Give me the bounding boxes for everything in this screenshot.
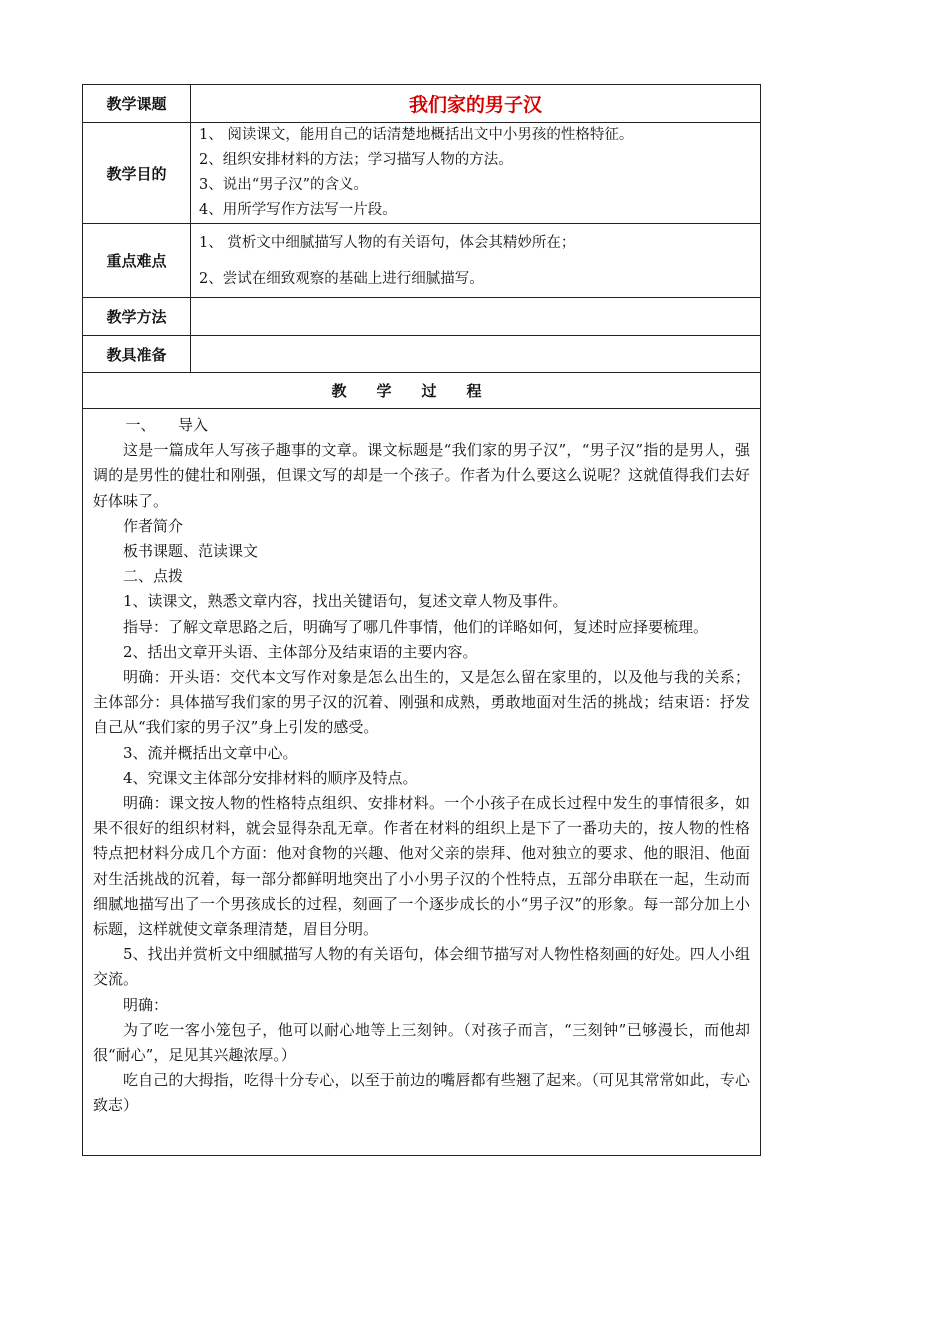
- key-points-label: 重点难点: [83, 224, 191, 298]
- goals-label: 教学目的: [83, 123, 191, 224]
- key-points-row: [83, 224, 761, 298]
- paragraph: 吃自己的大拇指，吃得十分专心，以至于前边的嘴唇都有些翘了起来。（可见其常常如此，专心致志）: [93, 1071, 750, 1115]
- method-label: 教学方法: [83, 298, 191, 336]
- goal-item: 2、组织安排材料的方法；学习描写人物的方法。: [199, 152, 513, 168]
- section-heading: 一、 导入: [125, 416, 209, 434]
- key-point-item: 1、 赏析文中细腻描写人物的有关语句，体会其精妙所在；: [199, 234, 576, 251]
- goal-item: 1、 阅读课文，能用自己的话清楚地概括出文中小男孩的性格特征。: [199, 127, 634, 143]
- goal-item: 4、用所学写作方法写一片段。: [199, 202, 397, 218]
- paragraph: 3、流并概括出文章中心。: [123, 743, 298, 762]
- goals-row: [83, 123, 761, 224]
- process-heading-row: [83, 373, 761, 409]
- paragraph: 指导：了解文章思路之后，明确写了哪几件事情，他们的详略如何，复述时应择要梳理。: [123, 617, 709, 636]
- section-heading: 二、点拨: [123, 567, 184, 586]
- process-heading: 教学过程: [83, 373, 761, 409]
- paragraph: 明确：: [123, 995, 169, 1014]
- method-cell: [191, 298, 761, 336]
- process-row: [83, 409, 761, 1156]
- paragraph: 作者简介: [123, 516, 184, 535]
- key-points-cell: [191, 224, 761, 298]
- goal-item: 3、说出“男子汉”的含义。: [199, 177, 369, 193]
- topic-label: 教学课题: [83, 85, 191, 123]
- tools-cell: [191, 336, 761, 373]
- lesson-plan-table: [82, 84, 761, 1156]
- key-point-item: 2、尝试在细致观察的基础上进行细腻描写。: [199, 270, 484, 287]
- paragraph: 1、读课文，熟悉文章内容，找出关键语句，复述文章人物及事件。: [123, 592, 568, 611]
- paragraph: 明确：开头语：交代本文写作对象是怎么出生的，又是怎么留在家里的，以及他与我的关系；主体部分：具体描写我们家的男子汉的沉着、刚强和成熟，勇敢地面对生活的挑战；结束语：抒发自己从“我们家的男子汉”身上引发的感受。: [93, 668, 750, 737]
- process-body: [83, 409, 761, 1156]
- paragraph: 为了吃一客小笼包子，他可以耐心地等上三刻钟。（对孩子而言，“三刻钟”已够漫长，而他却很“耐心”，足见其兴趣浓厚。）: [93, 1020, 750, 1065]
- goals-cell: [191, 123, 761, 224]
- paragraph: 5、找出并赏析文中细腻描写人物的有关语句，体会细节描写对人物性格刻画的好处。四人小组交流。: [93, 945, 750, 989]
- paragraph: 4、究课文主体部分安排材料的顺序及特点。: [123, 768, 418, 787]
- method-row: [83, 298, 761, 336]
- tools-label: 教具准备: [83, 336, 191, 373]
- paragraph: 板书课题、范读课文: [123, 542, 259, 561]
- paragraph: 明确：课文按人物的性格特点组织、安排材料。一个小孩子在成长过程中发生的事情很多，如果不很好的组织材料，就会显得杂乱无章。作者在材料的组织上是下了一番功夫的，按人物的性格特点把材料分成几个方面：他对食物的兴趣、他对父亲的崇拜、他对独立的要求、他的眼泪、他面对生活挑战的沉着，每一部分都鲜明地突出了小小男子汉的个性特点，五部分串联在一起，生动而细腻地描写出了一个男孩成长的过程，刻画了一个逐步成长的小“男子汉”的形象。每一部分加上小标题，这样就使文章条理清楚，眉目分明。: [93, 794, 750, 939]
- topic-row: [83, 85, 761, 123]
- lesson-title: 我们家的男子汉: [191, 85, 761, 123]
- tools-row: [83, 336, 761, 373]
- paragraph: 这是一篇成年人写孩子趣事的文章。课文标题是“我们家的男子汉”，“男子汉”指的是男人，强调的是男性的健壮和刚强，但课文写的却是一个孩子。作者为什么要这么说呢？这就值得我们去好好体味了。: [93, 441, 750, 510]
- paragraph: 2、括出文章开头语、主体部分及结束语的主要内容。: [123, 642, 478, 661]
